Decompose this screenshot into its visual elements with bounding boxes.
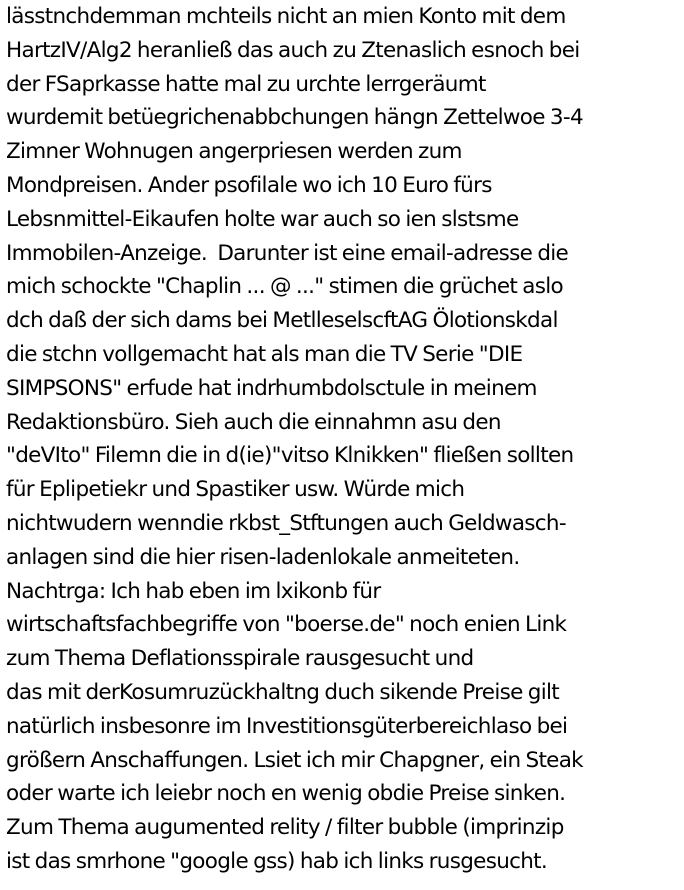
text-line: Lebsnmittel-Eikaufen holte war auch so ien slstsme: [6, 206, 519, 232]
text-line: mich schockte "Chaplin ... @ ..." stimen die grüchet aslo: [6, 274, 563, 300]
text-line: ist das smrhone "google gss) hab ich links rusgesucht.: [6, 848, 548, 874]
text-line: Zimner Wohnugen angerpriesen werden zum: [6, 139, 462, 165]
text-line: größern Anschaffungen. Lsiet ich mir Chapgner, ein Steak: [6, 747, 583, 773]
text-line: der FSaprkasse hatte mal zu urchte lerrgeräumt: [6, 71, 486, 97]
text-line: anlagen sind die hier risen-ladenlokale anmeiteten.: [6, 544, 520, 570]
text-line: Nachtrga: Ich hab eben im lxikonb für: [6, 578, 381, 604]
text-line: HartzIV/Alg2 heranließ das auch zu Ztenaslich esnoch bei: [6, 37, 580, 63]
text-line: lässtnchdemman mchteils nicht an mien Konto mit dem: [6, 4, 566, 29]
document-body: [6, 0, 682, 879]
text-line: wurdemit betüegrichenabbchungen hängn Zettelwoe 3-4: [6, 105, 583, 131]
text-line: Redaktionsbüro. Sieh auch die einnahmn asu den: [6, 409, 501, 435]
text-line: wirtschaftsfachbegriffe von "boerse.de" noch enien Link: [6, 612, 567, 638]
text-line: Zum Thema augumented relity / filter bubble (imprinzip: [6, 815, 564, 841]
text-line: dch daß der sich dams bei MetlleselscftAG Ölotionskdal: [6, 308, 558, 334]
text-line: zum Thema Deflationsspirale rausgesucht und: [6, 646, 474, 672]
text-line: Immobilen-Anzeige. Darunter ist eine email-adresse die: [6, 240, 569, 266]
text-line: Mondpreisen. Ander psofilale wo ich 10 Euro fürs: [6, 172, 492, 198]
text-line: die stchn vollgemacht hat als man die TV Serie "DIE: [6, 341, 523, 367]
text-line: SIMPSONS" erfude hat indrhumbdolsctule in meinem: [6, 375, 537, 401]
text-line: oder warte ich leiebr noch en wenig obdie Preise sinken.: [6, 781, 566, 807]
text-line: nichtwudern wenndie rkbst_Stftungen auch Geldwasch-: [6, 510, 566, 536]
text-line: das mit derKosumruzückhaltng duch sikende Preise gilt: [6, 679, 559, 705]
text-line: "deVIto" Filemn die in d(ie)"vitso Klnikken" fließen sollten: [6, 443, 574, 469]
text-line: natürlich insbesonre im Investitionsgüterbereichlaso bei: [6, 713, 568, 739]
text-line: für Eplipetiekr und Spastiker usw. Würde mich: [6, 477, 465, 503]
